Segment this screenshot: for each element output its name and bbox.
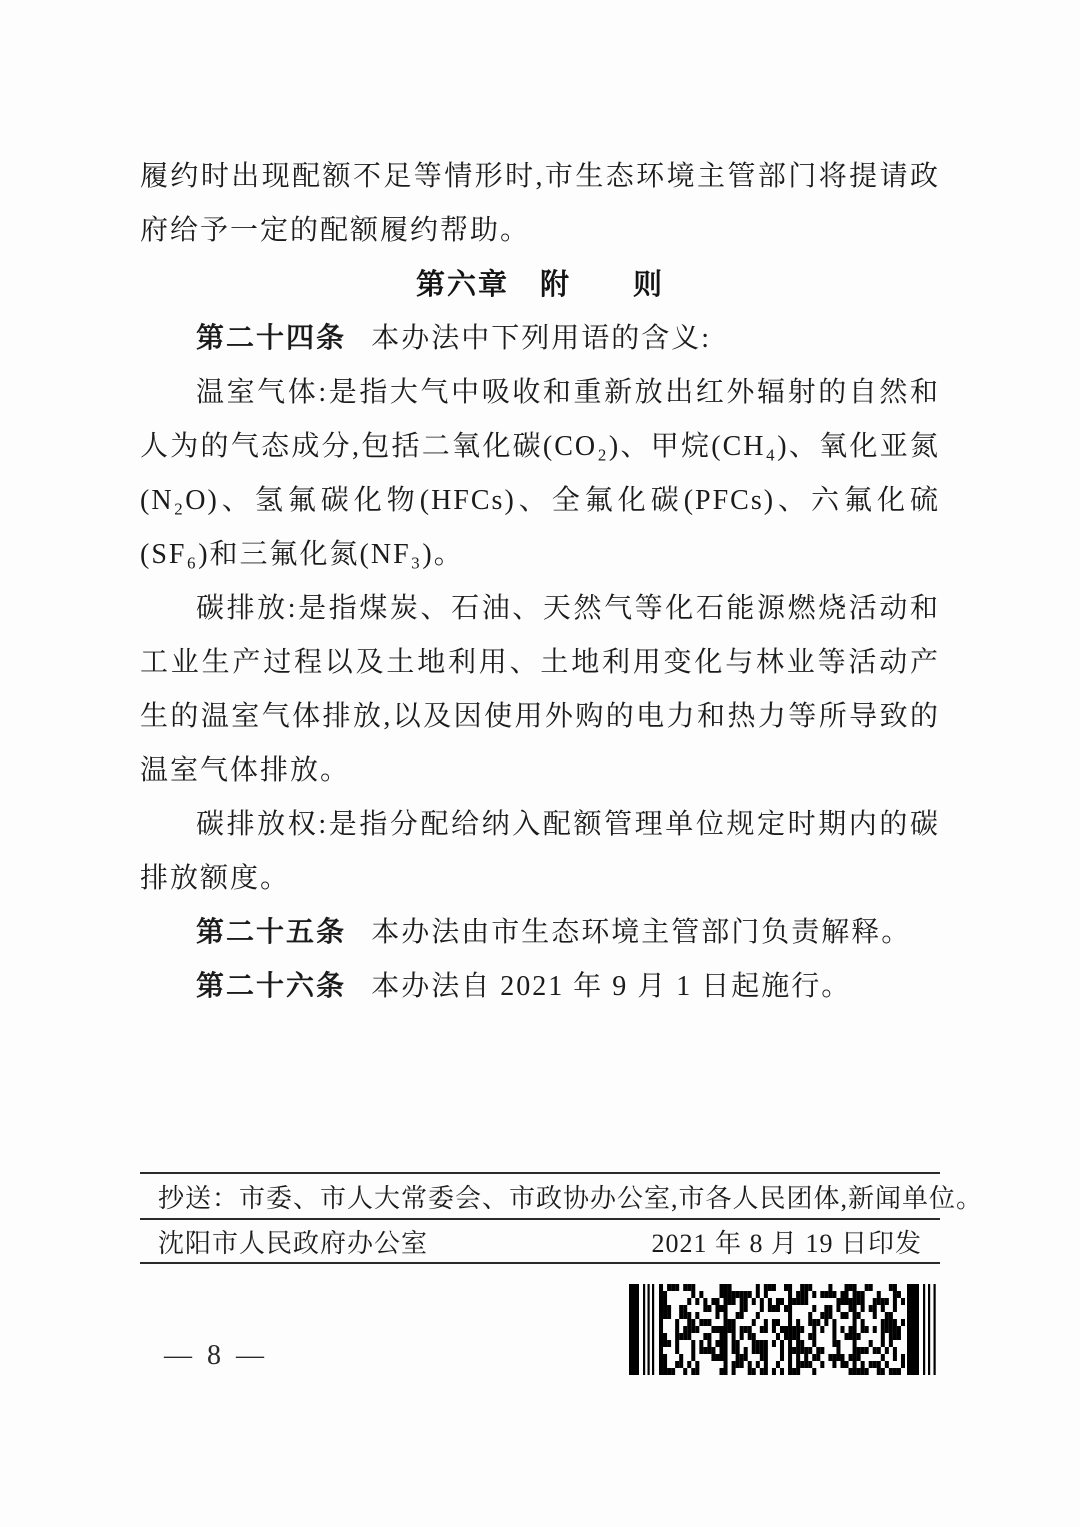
article-24-text: 本办法中下列用语的含义:: [371, 323, 711, 354]
article-24-number: 第二十四条: [196, 323, 347, 354]
paragraph-carryover: 履约时出现配额不足等情形时,市生态环境主管部门将提请政府给予一定的配额履约帮助。: [140, 161, 940, 246]
article-25: [140, 906, 940, 960]
definition-greenhouse-gas: 温室气体:是指大气中吸收和重新放出红外辐射的自然和人为的气态成分,包括二氧化碳(CO₂)、甲烷(CH₄)、氧化亚氮(N₂O)、氢氟碳化物(HFCs)、全氟化碳(PFCs)、六氟化硫(SF₆)和三氟化氮(NF₃)。: [140, 377, 940, 570]
article-26: [140, 960, 940, 1014]
issuer-office: 沈阳市人民政府办公室: [158, 1228, 429, 1258]
article-25-text: 本办法由市生态环境主管部门负责解释。: [371, 917, 912, 948]
print-date: 2021 年 8 月 19 日印发: [651, 1228, 922, 1258]
definition-carbon-emission: 碳排放:是指煤炭、石油、天然气等化石能源燃烧活动和工业生产过程以及土地利用、土地利用变化与林业等活动产生的温室气体排放,以及因使用外购的电力和热力等所导致的温室气体排放。: [140, 593, 940, 786]
page-number: — 8 —: [164, 1340, 268, 1371]
issuer-row: [140, 1220, 940, 1264]
chapter-heading: 第六章 附 则: [415, 269, 664, 301]
cc-row: [140, 1174, 984, 1220]
cc-line: 抄送：市委、市人大常委会、市政协办公室,市各人民团体,新闻单位。: [158, 1183, 984, 1213]
document-body: [140, 150, 940, 1014]
pdf417-barcode-icon: [629, 1284, 941, 1375]
article-26-text: 本办法自 2021 年 9 月 1 日起施行。: [371, 971, 852, 1002]
footer-block: [140, 1172, 984, 1264]
article-25-number: 第二十五条: [196, 917, 347, 948]
definition-carbon-emission-right: 碳排放权:是指分配给纳入配额管理单位规定时期内的碳排放额度。: [140, 809, 940, 894]
article-26-number: 第二十六条: [196, 971, 347, 1002]
article-24: [140, 312, 940, 366]
